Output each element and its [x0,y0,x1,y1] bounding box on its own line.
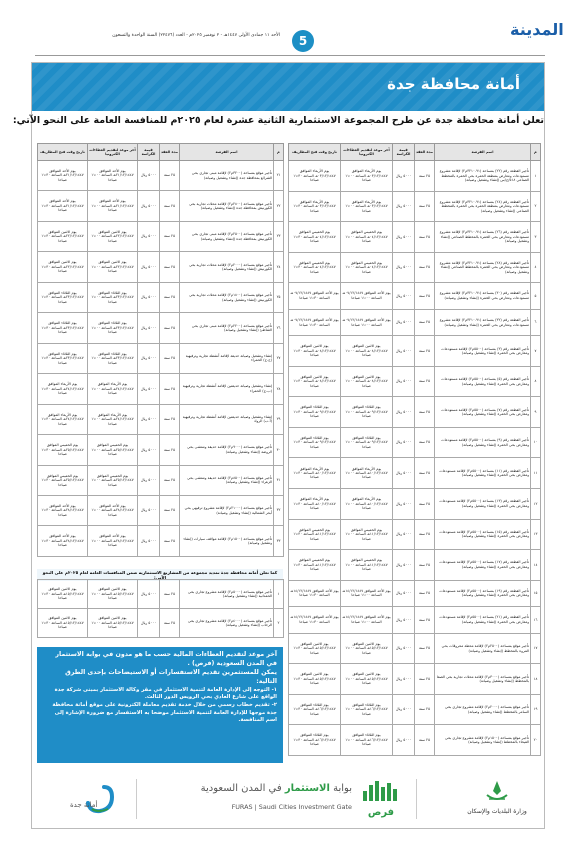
notice-line-1: آخر موعد لتقديم العطاءات المالية حسب ما هو مدون في بوابة الاستثمار في المدن السعودية (فرص) . [55,651,277,668]
submission-deadline: يوم الاثنين الموافق ١٥/١٢/١٤٤٧هـ الساعة ١١:٠٠ صباحا [341,633,393,664]
furas-logo [357,777,405,821]
booklet-price: ٥٠٠٠ ريال [393,427,415,458]
booklet-price: ٥٠٠٠ ريال [393,161,415,192]
booklet-price: ٥٠٠٠ ريال [393,550,415,581]
contract-duration: ٢٥ سنة [415,309,435,336]
booklet-price: ٥٠٠٠ ريال [138,221,160,251]
contract-duration: ٢٥ سنة [160,609,180,638]
table-row [289,191,541,222]
table-row [289,161,541,192]
table-row [38,526,284,556]
row-number: ٣٣ [274,526,284,556]
envelope-opening: يوم الاثنين الموافق ١٥/١٢/١٤٤٧هـ الساعة ١١:٣٠ صباحا [38,580,88,609]
submission-deadline: يوم الاثنين الموافق ١٥/١٢/١٤٤٧هـ الساعة ١١:٠٠ صباحا [88,580,138,609]
opportunity-name: تأجير موقع بمساحة (٢٢٠٠م٢) لإقامة مبنى تجاري بحي الشاطئ (إنشاء وتشغيل وصيانة) [180,313,274,343]
opportunity-name: تأجير القطعة رقم (١١) بمساحة (٥٥٠٠م٢) لإقامة مستودعات ومعارض بحي الخمرة (إنشاء وتشغيل وصيانة) [435,458,531,489]
row-number: ٢٩ [274,404,284,434]
contract-duration: ٢٥ سنة [415,222,435,253]
booklet-price: ٥٠٠٠ ريال [393,580,415,607]
envelope-opening: يوم الأحد الموافق ٢١/١٢/١٤٤٧هـ الساعة ١١:٣٠ صباحا [38,191,88,221]
furas-gate-ar-1: بوابة [333,783,352,794]
opportunity-name: تأجير القطعة رقم (٢١) بمساحة (٥٥٠٠م٢) لإقامة مستودعات ومعارض بحي الخمرة (إنشاء وتشغيل وصيانة) [435,607,531,634]
submission-deadline: يوم الأحد الموافق ١٤/١٢/١٤٤٧هـ الساعة ١١:٠٠ صباحا [341,607,393,634]
table-row [38,191,284,221]
contract-duration: ٢٥ سنة [415,694,435,725]
submission-deadline: يوم الأحد الموافق ١٤/١٢/١٤٤٧هـ الساعة ١١:٠٠ صباحا [341,580,393,607]
row-number: ٢٣ [274,221,284,251]
notice-line-2: يمكن للمستثمرين تقديم الاستفسارات أو الاستيضاحات بإحدى الطرق التالية: [65,669,277,686]
submission-deadline: يوم الاثنين الموافق ٢٢/١٢/١٤٤٧هـ الساعة ١١:٠٠ صباحا [88,221,138,251]
row-number: ٩ [531,397,541,428]
opportunity-name: إنشاء وتشغيل وصيانة حديقتين لإقامة أنشطة تجارية وترفيهية (ب-ج) الحمراء [180,374,274,404]
column-header: آخر موعد لتقديم العطاءات الكترونيا [341,144,393,161]
contract-duration: ٢٥ سنة [160,313,180,343]
submission-deadline: يوم الأربعاء الموافق ٠٣/١٢/١٤٤٧هـ الساعة ١١:٠٠ صباحا [341,191,393,222]
row-number: ٣٢ [274,495,284,525]
contract-duration: ٢٥ سنة [415,580,435,607]
submission-deadline: يوم الأربعاء الموافق ١٠/١٢/١٤٤٧هـ الساعة ١١:٠٠ صباحا [341,489,393,520]
table-row [289,725,541,756]
row-number: ١ [531,161,541,192]
submission-deadline: يوم الأربعاء الموافق ١٠/١٢/١٤٤٧هـ الساعة ١١:٠٠ صباحا [341,458,393,489]
ad-headline: تعلن أمانة محافظة جدة عن طرح المجموعة الاستثمارية الثانية عشرة لعام ٢٠٢٥م للمنافسة العامة على النحو الآتي: [12,115,544,126]
opportunity-name: تأجير القطعة رقم (٢٨) بمساحة (٣٢١٠.٩١م٢) لإقامة مشروع مستودعات ومعارض بحي الخمرة بالمخطط الصناعي (إنشاء وتشغيل وصيانة) [435,252,531,283]
footer-separator [416,779,417,819]
booklet-price: ٥٠٠٠ ريال [138,580,160,609]
furas-gate-arabic [201,783,352,794]
opportunity-name: تأجير القطعة رقم (٩) بمساحة (٥٥٠٠م٢) لإقامة مستودعات ومعارض بحي الخمرة (إنشاء وتشغيل وصيانة) [435,427,531,458]
notice-line-4: ٢- تقديم خطاب رسمي من خلال خدمة تقديم معاملة الكترونية على موقع أمانة محافظة جدة موجها للإدارة العامة لتنمية الاستثمار موضحا به الاستفسار مع ضرورة الإشارة إلى اسم المنافسة. [52,701,277,724]
column-header: تاريخ وقت فتح المظاريف [289,144,341,161]
opportunity-name: تأجير القطعة رقم (٣) بمساحة (٥٥٠٠م٢) لإقامة مستودعات ومعارض بحي الخمرة (إنشاء وتشغيل وصيانة) [435,336,531,367]
row-number: ٢٥ [274,282,284,312]
opportunity-name: تأجير موقع بمساحة (٢٠٠٠م٢) لإقامة محلات تجارية بحي الكورنيش (إنشاء وتشغيل وصيانة) [180,252,274,282]
contract-duration: ٢٥ سنة [160,435,180,465]
opportunity-name: تأجير موقع بمساحة (٢٨٠٠م٢) لإقامة محلات تجارية بحي الكورنيش بمحافظة جدة (إنشاء وتشغيل وصيانة) [180,191,274,221]
tenders-table-left [37,143,284,557]
opportunity-name: تأجير القطعة رقم (٣٢) بمساحة (٣٢١٠.٩١م٢) لإقامة مشروع مستودعات ومعارض بحي الخمرة (إنشاء وتشغيل وصيانة) [435,309,531,336]
booklet-price: ٥٠٠٠ ريال [393,725,415,756]
opportunity-name: تأجير القطعة رقم (٢٤) بمساحة (٣٢١٠.٩١م٢) لإقامة مشروع مستودعات ومعارض بمنطقة الخمرة بحي الخمرة بالمخطط الصناعي (إنشاء وتشغيل وصيانة) [435,191,531,222]
contract-duration: ٢٥ سنة [160,252,180,282]
booklet-price: ٥٠٠٠ ريال [138,191,160,221]
newspaper-logo: المدينة [510,20,564,39]
table-row [38,609,284,638]
furas-gate-english: FURAS | Saudi Cities Investment Gate [231,803,352,811]
submission-deadline: يوم الثلاثاء الموافق ٠٩/١٢/١٤٤٧هـ الساعة ١١:٠٠ صباحا [341,397,393,428]
table-row [289,633,541,664]
column-header: قيمة الكراسة [138,144,160,161]
row-number: ٢٨ [274,374,284,404]
column-header: مدة العقد [160,144,180,161]
opportunity-name: تأجير القطعة رقم (١٣) بمساحة (٥٥٠٠م٢) لإقامة مستودعات ومعارض بحي الخمرة (إنشاء وتشغيل وصيانة) [435,489,531,520]
contract-duration: ٢٥ سنة [415,458,435,489]
table-row [38,282,284,312]
notice-line-3: ١- التوجه إلى الإدارة العامة لتنمية الاستثمار في مقر وكالة الاستثمار بمبنى شركة جدة الواقع على شارع العادي بحي الرويس الدور الثالث. [54,686,277,701]
envelope-opening: يوم الاثنين الموافق ٢٢/١٢/١٤٤٧هـ الساعة ١١:٣٠ صباحا [38,252,88,282]
envelope-opening: يوم الخميس الموافق ١١/١٢/١٤٤٧هـ الساعة ١١:٣٠ صباحا [289,519,341,550]
table-header-row [289,144,541,161]
row-number: ٧ [531,336,541,367]
booklet-price: ٥٠٠٠ ريال [393,309,415,336]
envelope-opening: يوم الأحد الموافق ٠٧/١٢/١٤٤٧هـ الساعة ١١:٣٠ صباحا [289,283,341,310]
booklet-price: ٥٠٠٠ ريال [138,313,160,343]
booklet-price: ٥٠٠٠ ريال [393,191,415,222]
furas-gate-ar-2: الاستثمار [284,783,330,794]
row-number: ٢ [531,191,541,222]
envelope-opening: يوم الاثنين الموافق ١٥/١٢/١٤٤٧هـ الساعة ١١:٣٠ صباحا [289,633,341,664]
booklet-price: ٥٠٠٠ ريال [393,664,415,695]
contract-duration: ٢٥ سنة [415,550,435,581]
contract-duration: ٢٥ سنة [160,161,180,191]
booklet-price: ٥٠٠٠ ريال [138,343,160,373]
submission-deadline: يوم الخميس الموافق ٢٥/١٢/١٤٤٧هـ الساعة ١١:٠٠ صباحا [88,465,138,495]
opportunity-name: تأجير موقع بمساحة (٢١٠٠٠م٢) لإقامة مشروع ترفيهي بحي أبحر الشمالية (إنشاء وتشغيل وصيانة) [180,495,274,525]
envelope-opening: يوم الخميس الموافق ١١/١٢/١٤٤٧هـ الساعة ١١:٣٠ صباحا [289,550,341,581]
envelope-opening: يوم الأربعاء الموافق ٢٤/١٢/١٤٤٧هـ الساعة ١١:٣٠ صباحا [38,404,88,434]
envelope-opening: يوم الخميس الموافق ٠٤/١٢/١٤٤٧هـ الساعة ١١:٣٠ صباحا [289,252,341,283]
envelope-opening: يوم الأربعاء الموافق ٠٣/١٢/١٤٤٧هـ الساعة ١١:٣٠ صباحا [289,191,341,222]
opportunity-name: تأجير موقع بمساحة (٣٠٠٠م٢) لإقامة محلات تجارية بحي الصفا بالمخطط (إنشاء وتشغيل وصيانة) [435,664,531,695]
envelope-opening: يوم الاثنين الموافق ١٥/١٢/١٤٤٧هـ الساعة ١١:٣٠ صباحا [289,664,341,695]
row-number: ٢٦ [274,313,284,343]
submission-deadline: يوم الثلاثاء الموافق ١٦/١٢/١٤٤٧هـ الساعة ١١:٠٠ صباحا [341,694,393,725]
envelope-opening: يوم الثلاثاء الموافق ٢٣/١٢/١٤٤٧هـ الساعة ١١:٣٠ صباحا [38,343,88,373]
booklet-price: ٥٠٠٠ ريال [393,336,415,367]
contract-duration: ٢٥ سنة [415,633,435,664]
table-row [38,313,284,343]
envelope-opening: يوم الأحد الموافق ٢١/١٢/١٤٤٧هـ الساعة ١١:٣٠ صباحا [38,161,88,191]
booklet-price: ٥٠٠٠ ريال [393,694,415,725]
submission-deadline: يوم الاثنين الموافق ٠٨/١٢/١٤٤٧هـ الساعة ١١:٠٠ صباحا [341,336,393,367]
table-row [289,664,541,695]
contract-duration: ٢٥ سنة [415,336,435,367]
booklet-price: ٥٠٠٠ ريال [393,458,415,489]
advertisement [12,62,545,829]
opportunity-name: تأجير القطعة رقم (١٥) بمساحة (٥٥٠٠م٢) لإقامة مستودعات ومعارض بحي الخمرة (إنشاء وتشغيل وصيانة) [435,519,531,550]
opportunity-name: تأجير موقع بمساحة (٣٢٠٠م٢) لإقامة مبنى تجاري بحي الشرائع بمحافظة جدة (إنشاء وتشغيل وصيانة) [180,161,274,191]
row-number: ١٢ [531,489,541,520]
submission-deadline: يوم الاثنين الموافق ٢٢/١٢/١٤٤٧هـ الساعة ١١:٠٠ صباحا [88,252,138,282]
column-header: آخر موعد لتقديم العطاءات الكترونيا [88,144,138,161]
furas-gate-ar-3: في المدن السعودية [200,783,282,794]
envelope-opening: يوم الثلاثاء الموافق ٢٣/١٢/١٤٤٧هـ الساعة ١١:٣٠ صباحا [38,282,88,312]
booklet-price: ٥٠٠٠ ريال [138,435,160,465]
table-row [289,458,541,489]
envelope-opening: يوم الخميس الموافق ٢٥/١٢/١٤٤٧هـ الساعة ١١:٣٠ صباحا [38,435,88,465]
row-number: ٣٠ [274,435,284,465]
submission-deadline: يوم الخميس الموافق ١١/١٢/١٤٤٧هـ الساعة ١١:٠٠ صباحا [341,550,393,581]
booklet-price: ٥٠٠٠ ريال [138,252,160,282]
contract-duration: ٢٥ سنة [160,282,180,312]
booklet-price: ٥٠٠٠ ريال [393,222,415,253]
envelope-opening: يوم الأحد الموافق ٠٧/١٢/١٤٤٧هـ الساعة ١١:٣٠ صباحا [289,309,341,336]
table-row [289,427,541,458]
contract-duration: ٢٥ سنة [415,397,435,428]
booklet-price: ٥٠٠٠ ريال [138,526,160,556]
table-row [38,404,284,434]
submission-deadline: يوم الخميس الموافق ٢٥/١٢/١٤٤٧هـ الساعة ١١:٠٠ صباحا [88,435,138,465]
contract-duration: ٢٥ سنة [415,191,435,222]
row-number: ١٩ [531,694,541,725]
row-number: ٤ [531,252,541,283]
contract-duration: ٢٥ سنة [160,374,180,404]
booklet-price: ٥٠٠٠ ريال [138,495,160,525]
booklet-price: ٥٠٠٠ ريال [138,404,160,434]
booklet-price: ٥٠٠٠ ريال [138,282,160,312]
contract-duration: ٢٥ سنة [160,465,180,495]
booklet-price: ٥٠٠٠ ريال [393,397,415,428]
opportunity-name: تأجير القطعة رقم (١٩) بمساحة (٥٥٠٠م٢) لإقامة مستودعات ومعارض بحي الخمرة (إنشاء وتشغيل وصيانة) [435,580,531,607]
opportunity-name: تأجير موقع بمساحة (١٨٠٠م٢) لإقامة محلات تجارية بحي الكورنيش (إنشاء وتشغيل وصيانة) [180,282,274,312]
table-row [289,309,541,336]
submission-deadline: يوم الأحد الموافق ٢١/١٢/١٤٤٧هـ الساعة ١١:٠٠ صباحا [88,191,138,221]
opportunity-name: تأجير القطعة رقم (٢٢) بمساحة (٣٢١٠.٩١م٢) لإقامة مشروع مستودعات ومعارض بمنطقة الخمرة بحي الخمرة بالمخطط الصناعي ٥١٨/ج/س (إنشاء وتشغيل وصيانة) [435,161,531,192]
opportunity-name: تأجير موقع بمساحة (٥٠٠٠م٢) لإقامة مشروع تجاري بحي الحمدانية (إنشاء وتشغيل وصيانة) [180,580,274,609]
submission-deadline: يوم الخميس الموافق ٠٤/١٢/١٤٤٧هـ الساعة ١١:٠٠ صباحا [341,252,393,283]
envelope-opening: يوم الأحد الموافق ١٤/١٢/١٤٤٧هـ الساعة ١١:٣٠ صباحا [289,580,341,607]
contract-duration: ٢٥ سنة [415,366,435,397]
row-number: ١٨ [531,664,541,695]
table-row [289,366,541,397]
envelope-opening: يوم الأحد الموافق ٢٨/١٢/١٤٤٧هـ الساعة ١١:٣٠ صباحا [38,526,88,556]
dateline: الأحد ١١ جمادى الأولى ١٤٤٧هـ - ٢ نوفمبر ٢٠٢٥م - العدد (٢٢٤٧٦) السنة الواحدة والتسعون [112,33,280,38]
envelope-opening: يوم الثلاثاء الموافق ٢٣/١٢/١٤٤٧هـ الساعة ١١:٣٠ صباحا [38,313,88,343]
column-header: م [531,144,541,161]
envelope-opening: يوم الثلاثاء الموافق ٠٩/١٢/١٤٤٧هـ الساعة ١١:٣٠ صباحا [289,397,341,428]
contract-duration: ٢٥ سنة [415,427,435,458]
booklet-price: ٥٠٠٠ ريال [393,519,415,550]
row-number: ١١ [531,458,541,489]
envelope-opening: يوم الثلاثاء الموافق ٠٩/١٢/١٤٤٧هـ الساعة ١١:٣٠ صباحا [289,427,341,458]
row-number: ٢١ [274,161,284,191]
envelope-opening: يوم الأربعاء الموافق ٠٣/١٢/١٤٤٧هـ الساعة ١١:٣٠ صباحا [289,161,341,192]
booklet-price: ٥٠٠٠ ريال [138,465,160,495]
opportunity-name: تأجير موقع بمساحة (١٥٠٠م٢) لإقامة مواقف سيارات (إنشاء وتشغيل وصيانة) [180,526,274,556]
row-number: ٥ [531,283,541,310]
envelope-opening: يوم الخميس الموافق ٢٥/١٢/١٤٤٧هـ الساعة ١١:٣٠ صباحا [38,465,88,495]
row-number: ١٧ [531,633,541,664]
envelope-opening: يوم الاثنين الموافق ٢٢/١٢/١٤٤٧هـ الساعة ١١:٣٠ صباحا [38,221,88,251]
page-number: 5 [292,30,314,52]
booklet-price: ٥٠٠٠ ريال [393,252,415,283]
row-number: ١٤ [531,550,541,581]
table-row [289,397,541,428]
row-number: ٣ [531,222,541,253]
envelope-opening: يوم الأربعاء الموافق ١٠/١٢/١٤٤٧هـ الساعة ١١:٣٠ صباحا [289,489,341,520]
contract-duration: ٢٥ سنة [160,221,180,251]
row-number: ١٣ [531,519,541,550]
table-row [289,694,541,725]
booklet-price: ٥٠٠٠ ريال [393,633,415,664]
booklet-price: ٥٠٠٠ ريال [393,489,415,520]
row-number: ٢٢ [274,191,284,221]
row-number: ١٠ [531,427,541,458]
table-row [289,252,541,283]
contract-duration: ٢٥ سنة [415,607,435,634]
ministry-logo [427,777,537,821]
opportunity-name: تأجير موقع بمساحة (١٥٠٠م٢) لإقامة مشروع تجاري بحي الفيحاء بالمخطط (إنشاء وتشغيل وصيانة) [435,725,531,756]
envelope-opening: يوم الثلاثاء الموافق ١٦/١٢/١٤٤٧هـ الساعة ١١:٣٠ صباحا [289,694,341,725]
amanah-logo-text: أمانة جدة [70,801,98,809]
envelope-opening: يوم الاثنين الموافق ١٥/١٢/١٤٤٧هـ الساعة ١١:٣٠ صباحا [38,609,88,638]
contract-duration: ٢٥ سنة [160,191,180,221]
table-row [38,343,284,373]
booklet-price: ٥٠٠٠ ريال [138,161,160,191]
table-row [289,550,541,581]
submission-deadline: يوم الأحد الموافق ٠٧/١٢/١٤٤٧هـ الساعة ١١:٠٠ صباحا [341,309,393,336]
booklet-price: ٥٠٠٠ ريال [393,366,415,397]
envelope-opening: يوم الأربعاء الموافق ١٠/١٢/١٤٤٧هـ الساعة ١١:٣٠ صباحا [289,458,341,489]
submission-deadline: يوم الأربعاء الموافق ٢٤/١٢/١٤٤٧هـ الساعة ١١:٠٠ صباحا [88,374,138,404]
contract-duration: ٢٥ سنة [415,252,435,283]
table-row [289,580,541,607]
table-row [289,607,541,634]
submission-deadline: يوم الأحد الموافق ٢١/١٢/١٤٤٧هـ الساعة ١١:٠٠ صباحا [88,161,138,191]
table-row [38,465,284,495]
submission-deadline: يوم الخميس الموافق ١١/١٢/١٤٤٧هـ الساعة ١١:٠٠ صباحا [341,519,393,550]
amanah-jeddah-logo [70,779,130,823]
envelope-opening: يوم الخميس الموافق ٠٤/١٢/١٤٤٧هـ الساعة ١١:٣٠ صباحا [289,222,341,253]
opportunity-name: تأجير القطعة رقم (٢٦) بمساحة (٣٢١٠.٩١م٢) لإقامة مشروع مستودعات ومعارض بحي الخمرة بالمخطط الصناعي (إنشاء وتشغيل وصيانة) [435,222,531,253]
submission-deadline: يوم الثلاثاء الموافق ٢٣/١٢/١٤٤٧هـ الساعة ١١:٠٠ صباحا [88,282,138,312]
row-number: ٢٧ [274,343,284,373]
column-header: اسم الفرصة [180,144,274,161]
table-row [38,374,284,404]
submission-deadline: يوم الأربعاء الموافق ٢٤/١٢/١٤٤٧هـ الساعة ١١:٠٠ صباحا [88,404,138,434]
contract-duration: ٢٥ سنة [160,343,180,373]
contract-duration: ٢٥ سنة [415,283,435,310]
row-number: ٨ [531,366,541,397]
contract-duration: ٢٥ سنة [160,495,180,525]
envelope-opening: يوم الثلاثاء الموافق ١٦/١٢/١٤٤٧هـ الساعة ١١:٣٠ صباحا [289,725,341,756]
contract-duration: ٢٥ سنة [415,519,435,550]
submission-deadline: يوم الاثنين الموافق ٠٨/١٢/١٤٤٧هـ الساعة ١١:٠٠ صباحا [341,366,393,397]
submission-deadline: يوم الاثنين الموافق ١٥/١٢/١٤٤٧هـ الساعة ١١:٠٠ صباحا [88,609,138,638]
envelope-opening: يوم الأحد الموافق ١٤/١٢/١٤٤٧هـ الساعة ١١:٣٠ صباحا [289,607,341,634]
footer-logos [32,771,544,826]
booklet-price: ٥٠٠٠ ريال [138,374,160,404]
contract-duration: ٢٥ سنة [160,526,180,556]
extension-subheading: كما تعلن أمانة محافظة جدة تمديد مجموعة من المشاريع الاستثمارية ضمن المنافسات العامة لعام ٢٠٢٥م على النحو الآتي: [37,569,283,581]
extension-table [37,579,284,638]
envelope-opening: يوم الأربعاء الموافق ٢٤/١٢/١٤٤٧هـ الساعة ١١:٣٠ صباحا [38,374,88,404]
column-header: تاريخ وقت فتح المظاريف [38,144,88,161]
masthead [0,0,576,56]
table-row [38,161,284,191]
opportunity-name: تأجير موقع بمساحة (٢٠٠٠م٢) لإقامة مشروع تجاري بحي السامر بالمخطط (إنشاء وتشغيل وصيانة) [435,694,531,725]
opportunity-name: تأجير موقع بمساحة (٢٥٠٠م٢) لإقامة محطة محروقات بحي المروة بالمخطط (إنشاء وتشغيل وصيانة) [435,633,531,664]
table-row [38,435,284,465]
envelope-opening: يوم الاثنين الموافق ٠٨/١٢/١٤٤٧هـ الساعة ١١:٣٠ صباحا [289,366,341,397]
opportunity-name: إنشاء وتشغيل وصيانة حديقتين لإقامة أنشطة تجارية وترفيهية (أ-ب) الرواد [180,404,274,434]
column-header: م [274,144,284,161]
table-row [38,252,284,282]
submission-deadline: يوم الخميس الموافق ٠٤/١٢/١٤٤٧هـ الساعة ١١:٠٠ صباحا [341,222,393,253]
opportunity-name: تأجير موقع بمساحة (٢٥٠٠م٢) لإقامة مبنى تجاري بحي الكورنيش بمحافظة جدة (إنشاء وتشغيل وصيانة) [180,221,274,251]
row-number: ١٥ [531,580,541,607]
row-number: ٣١ [274,465,284,495]
submission-deadline: يوم الثلاثاء الموافق ٠٩/١٢/١٤٤٧هـ الساعة ١١:٠٠ صباحا [341,427,393,458]
submission-deadline: يوم الثلاثاء الموافق ٢٣/١٢/١٤٤٧هـ الساعة ١١:٠٠ صباحا [88,343,138,373]
opportunity-name: تأجير موقع بمساحة (٩٠٠٠م٢) لإقامة حديقة وممشى بحي الروضة (إنشاء وتشغيل وصيانة) [180,435,274,465]
booklet-price: ٥٠٠٠ ريال [393,283,415,310]
notice-box [37,647,283,763]
table-row [289,283,541,310]
row-number: ٢ [274,609,284,638]
opportunity-name: تأجير موقع بمساحة (٨٥٠٠م٢) لإقامة حديقة وممشى بحي الزهراء (إنشاء وتشغيل وصيانة) [180,465,274,495]
opportunity-name: إنشاء وتشغيل وصيانة حديقة لإقامة أنشطة تجارية وترفيهية (ج-ح) الحمراء [180,343,274,373]
contract-duration: ٢٥ سنة [160,404,180,434]
submission-deadline: يوم الأحد الموافق ٢٨/١٢/١٤٤٧هـ الساعة ١١:٠٠ صباحا [88,495,138,525]
table-header-row [38,144,284,161]
row-number: ١ [274,580,284,609]
table-row [289,489,541,520]
envelope-opening: يوم الاثنين الموافق ٠٨/١٢/١٤٤٧هـ الساعة ١١:٣٠ صباحا [289,336,341,367]
contract-duration: ٢٥ سنة [415,664,435,695]
ad-header [32,63,544,111]
envelope-opening: يوم الأحد الموافق ٢٨/١٢/١٤٤٧هـ الساعة ١١:٣٠ صباحا [38,495,88,525]
tenders-table-right [288,143,541,756]
table-row [38,580,284,609]
submission-deadline: يوم الثلاثاء الموافق ٢٣/١٢/١٤٤٧هـ الساعة ١١:٠٠ صباحا [88,313,138,343]
opportunity-name: تأجير القطعة رقم (٣٠) بمساحة (٣٢١٠.٩١م٢) لإقامة مشروع مستودعات ومعارض بحي الخمرة (إنشاء وتشغيل وصيانة) [435,283,531,310]
opportunity-name: تأجير القطعة رقم (٥) بمساحة (٥٥٠٠م٢) لإقامة مستودعات ومعارض بحي الخمرة (إنشاء وتشغيل وصيانة) [435,366,531,397]
opportunity-name: تأجير القطعة رقم (١٧) بمساحة (٥٥٠٠م٢) لإقامة مستودعات ومعارض بحي الخمرة (إنشاء وتشغيل وصيانة) [435,550,531,581]
contract-duration: ٢٥ سنة [160,580,180,609]
row-number: ٦ [531,309,541,336]
column-header: مدة العقد [415,144,435,161]
submission-deadline: يوم الثلاثاء الموافق ١٦/١٢/١٤٤٧هـ الساعة ١١:٠٠ صباحا [341,725,393,756]
table-row [289,222,541,253]
table-row [289,519,541,550]
table-row [289,336,541,367]
ministry-text: وزارة البلديات والإسكان [467,808,527,815]
row-number: ٢٠ [531,725,541,756]
table-row [38,495,284,525]
masthead-rule [35,55,545,56]
opportunity-name: تأجير موقع بمساحة (٤٠٠٠م٢) لإقامة مشروع تجاري بحي الرحاب (إنشاء وتشغيل وصيانة) [180,609,274,638]
furas-logo-text: فرص [367,807,395,818]
booklet-price: ٥٠٠٠ ريال [138,609,160,638]
opportunity-name: تأجير القطعة رقم (٧) بمساحة (٥٥٠٠م٢) لإقامة مستودعات ومعارض بحي الخمرة (إنشاء وتشغيل وصيانة) [435,397,531,428]
row-number: ١٦ [531,607,541,634]
submission-deadline: يوم الاثنين الموافق ١٥/١٢/١٤٤٧هـ الساعة ١١:٠٠ صباحا [341,664,393,695]
submission-deadline: يوم الأحد الموافق ٠٧/١٢/١٤٤٧هـ الساعة ١١:٠٠ صباحا [341,283,393,310]
row-number: ٢٤ [274,252,284,282]
footer-separator [136,779,137,819]
submission-deadline: يوم الأربعاء الموافق ٠٣/١٢/١٤٤٧هـ الساعة ١١:٠٠ صباحا [341,161,393,192]
contract-duration: ٢٥ سنة [415,725,435,756]
booklet-price: ٥٠٠٠ ريال [393,607,415,634]
contract-duration: ٢٥ سنة [415,489,435,520]
furas-gate-logo [142,783,352,819]
contract-duration: ٢٥ سنة [415,161,435,192]
submission-deadline: يوم الأحد الموافق ٢٨/١٢/١٤٤٧هـ الساعة ١١:٠٠ صباحا [88,526,138,556]
table-row [38,221,284,251]
column-header: قيمة الكراسة [393,144,415,161]
column-header: اسم الفرصة [435,144,531,161]
ad-title: أمانة محافظة جدة [387,75,520,93]
